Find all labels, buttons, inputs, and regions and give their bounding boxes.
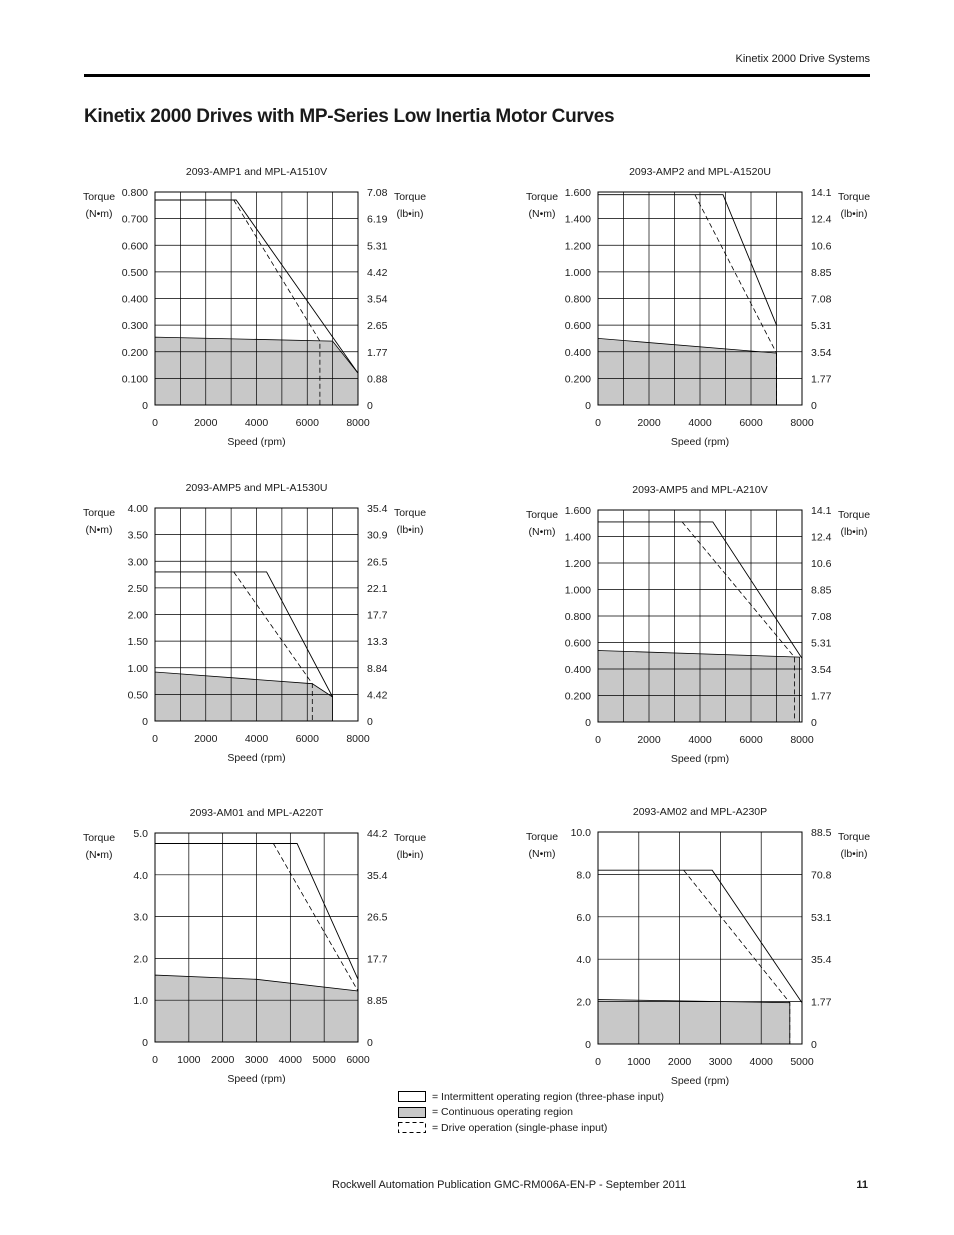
x-tick-label: 0 bbox=[152, 417, 158, 429]
x-axis-label: Speed (rpm) bbox=[670, 1075, 730, 1087]
y-tick-label-left: 1.400 bbox=[564, 213, 591, 226]
x-tick-label: 5000 bbox=[312, 1054, 336, 1066]
y-tick-label-right: 4.42 bbox=[367, 689, 388, 702]
y-tick-label-left: 0 bbox=[585, 400, 591, 412]
y-axis-label-left: (N•m) bbox=[85, 208, 113, 220]
chart-title: 2093-AM02 and MPL-A230P bbox=[632, 806, 768, 818]
y-tick-label-left: 6.0 bbox=[576, 911, 591, 924]
y-tick-label-left: 4.0 bbox=[576, 954, 591, 967]
y-axis-label-left: (N•m) bbox=[528, 208, 556, 220]
x-tick-label: 8000 bbox=[346, 733, 370, 745]
x-tick-label: 4000 bbox=[749, 1056, 773, 1068]
x-tick-label: 6000 bbox=[295, 733, 319, 745]
y-tick-label-right: 3.54 bbox=[811, 664, 832, 676]
y-axis-label-left: Torque bbox=[525, 831, 559, 843]
legend-swatch-continuous bbox=[398, 1107, 426, 1118]
y-axis-label-left: (N•m) bbox=[528, 848, 556, 860]
y-tick-label-left: 1.00 bbox=[127, 662, 148, 675]
y-tick-label-left: 1.600 bbox=[564, 187, 591, 199]
y-tick-label-right: 10.6 bbox=[811, 240, 832, 253]
y-tick-label-right: 0 bbox=[811, 400, 817, 412]
footer-page-number: 11 bbox=[856, 1179, 868, 1191]
y-tick-label-right: 12.4 bbox=[811, 213, 832, 226]
y-tick-label-left: 0.200 bbox=[564, 373, 591, 386]
y-tick-label-right: 35.4 bbox=[367, 503, 388, 515]
x-axis-label: Speed (rpm) bbox=[227, 752, 286, 764]
y-tick-label-left: 1.400 bbox=[564, 531, 591, 544]
y-axis-label-right: (lb•in) bbox=[396, 849, 424, 861]
y-tick-label-left: 1.200 bbox=[564, 240, 591, 253]
y-tick-label-left: 0.700 bbox=[121, 213, 148, 226]
y-axis-label-right: (lb•in) bbox=[396, 524, 424, 536]
y-axis-label-right: Torque bbox=[393, 191, 427, 203]
chart-title: 2093-AM01 and MPL-A220T bbox=[189, 807, 324, 819]
y-tick-label-left: 0.500 bbox=[121, 266, 148, 279]
x-tick-label: 0 bbox=[152, 1054, 158, 1066]
y-tick-label-right: 0.88 bbox=[367, 373, 388, 386]
y-axis-label-right: Torque bbox=[393, 507, 427, 519]
y-tick-label-right: 44.2 bbox=[367, 828, 388, 840]
y-tick-label-right: 88.5 bbox=[811, 827, 832, 839]
legend-label-continuous: = Continuous operating region bbox=[432, 1106, 573, 1119]
y-tick-label-right: 35.4 bbox=[367, 869, 388, 882]
x-axis-label: Speed (rpm) bbox=[227, 1073, 286, 1085]
y-tick-label-left: 5.0 bbox=[133, 828, 148, 840]
y-tick-label-right: 17.7 bbox=[367, 609, 388, 622]
legend-continuous bbox=[398, 1105, 664, 1121]
y-axis-label-left: Torque bbox=[82, 832, 116, 844]
y-tick-label-left: 2.00 bbox=[127, 609, 148, 622]
header-section-title: Kinetix 2000 Drive Systems bbox=[735, 53, 870, 65]
y-tick-label-left: 0.100 bbox=[121, 373, 148, 386]
y-tick-label-left: 0 bbox=[142, 1037, 148, 1049]
y-tick-label-right: 14.1 bbox=[811, 505, 832, 517]
y-tick-label-right: 1.77 bbox=[811, 373, 832, 386]
legend-intermittent bbox=[398, 1089, 664, 1105]
y-tick-label-left: 0.600 bbox=[564, 637, 591, 650]
x-tick-label: 8000 bbox=[346, 417, 370, 429]
y-tick-label-left: 0 bbox=[585, 1039, 591, 1051]
legend-label-single-phase: = Drive operation (single-phase input) bbox=[432, 1121, 608, 1134]
y-tick-label-left: 2.0 bbox=[133, 953, 148, 966]
x-axis-label: Speed (rpm) bbox=[227, 436, 286, 448]
x-tick-label: 0 bbox=[152, 733, 158, 745]
y-axis-label-left: Torque bbox=[82, 507, 116, 519]
y-tick-label-left: 0.400 bbox=[564, 664, 591, 676]
y-tick-label-left: 0.800 bbox=[121, 187, 148, 199]
y-tick-label-left: 1.000 bbox=[564, 266, 591, 279]
y-tick-label-left: 0.200 bbox=[564, 690, 591, 703]
y-tick-label-left: 0.400 bbox=[564, 346, 591, 359]
y-tick-label-left: 0.600 bbox=[564, 320, 591, 333]
y-axis-label-right: (lb•in) bbox=[396, 208, 424, 220]
y-axis-label-right: Torque bbox=[837, 191, 871, 203]
y-tick-label-left: 0 bbox=[142, 716, 148, 728]
x-tick-label: 2000 bbox=[637, 734, 661, 746]
legend-swatch-single-phase bbox=[398, 1122, 426, 1133]
y-tick-label-right: 8.85 bbox=[811, 266, 832, 279]
y-tick-label-right: 53.1 bbox=[811, 911, 832, 924]
y-tick-label-left: 8.0 bbox=[576, 869, 591, 882]
y-axis-label-right: Torque bbox=[837, 831, 871, 843]
y-tick-label-right: 5.31 bbox=[811, 637, 832, 650]
y-tick-label-left: 1.600 bbox=[564, 505, 591, 517]
x-tick-label: 2000 bbox=[637, 417, 661, 429]
y-axis-label-left: (N•m) bbox=[528, 526, 556, 538]
y-tick-label-right: 26.5 bbox=[367, 556, 388, 569]
y-tick-label-right: 8.85 bbox=[367, 995, 388, 1008]
chart-title: 2093-AMP1 and MPL-A1510V bbox=[185, 166, 328, 178]
legend-single-phase bbox=[398, 1120, 664, 1136]
y-tick-label-left: 0.200 bbox=[121, 346, 148, 359]
y-tick-label-right: 5.31 bbox=[811, 320, 832, 333]
x-tick-label: 4000 bbox=[244, 733, 269, 745]
y-tick-label-left: 0.50 bbox=[127, 689, 148, 702]
y-tick-label-left: 0.300 bbox=[121, 320, 148, 333]
x-tick-label: 2000 bbox=[194, 417, 218, 429]
y-tick-label-right: 3.54 bbox=[367, 293, 388, 306]
x-tick-label: 6000 bbox=[739, 734, 763, 746]
y-axis-label-left: Torque bbox=[525, 191, 559, 203]
y-tick-label-right: 30.9 bbox=[367, 529, 388, 542]
y-tick-label-left: 0.800 bbox=[564, 611, 591, 623]
y-tick-label-left: 4.0 bbox=[133, 869, 148, 882]
y-tick-label-right: 0 bbox=[367, 716, 373, 728]
y-tick-label-right: 4.42 bbox=[367, 266, 388, 279]
y-tick-label-right: 14.1 bbox=[811, 187, 832, 199]
chart-title: 2093-AMP5 and MPL-A210V bbox=[632, 484, 768, 496]
y-axis-label-right: Torque bbox=[837, 509, 871, 521]
y-tick-label-right: 2.65 bbox=[367, 320, 388, 333]
x-tick-label: 8000 bbox=[790, 417, 814, 429]
y-tick-label-left: 2.50 bbox=[127, 582, 148, 595]
x-tick-label: 4000 bbox=[278, 1054, 303, 1066]
x-tick-label: 0 bbox=[595, 1056, 601, 1068]
y-tick-label-left: 0.400 bbox=[121, 293, 148, 306]
chart-legend bbox=[398, 1089, 664, 1136]
y-tick-label-left: 1.200 bbox=[564, 558, 591, 570]
y-axis-label-left: Torque bbox=[82, 191, 116, 203]
y-tick-label-right: 8.84 bbox=[367, 662, 388, 675]
x-tick-label: 0 bbox=[595, 417, 601, 429]
x-tick-label: 2000 bbox=[667, 1056, 692, 1068]
footer-publication: Rockwell Automation Publication GMC-RM006A-EN-P - September 2011 bbox=[332, 1179, 687, 1191]
x-tick-label: 2000 bbox=[194, 733, 218, 745]
y-tick-label-right: 7.08 bbox=[811, 611, 832, 623]
x-tick-label: 6000 bbox=[739, 417, 763, 429]
y-axis-label-right: Torque bbox=[393, 832, 427, 844]
legend-label-intermittent: = Intermittent operating region (three-phase input) bbox=[432, 1090, 665, 1103]
x-tick-label: 6000 bbox=[295, 417, 319, 429]
x-tick-label: 2000 bbox=[210, 1054, 235, 1066]
x-tick-label: 8000 bbox=[790, 734, 814, 746]
y-tick-label-left: 1.000 bbox=[564, 584, 591, 597]
y-tick-label-left: 2.0 bbox=[576, 996, 591, 1009]
x-tick-label: 4000 bbox=[688, 417, 712, 429]
y-tick-label-right: 13.3 bbox=[367, 636, 388, 649]
x-tick-label: 1000 bbox=[177, 1054, 201, 1066]
y-tick-label-left: 3.50 bbox=[127, 529, 148, 542]
y-axis-label-right: (lb•in) bbox=[840, 526, 868, 538]
y-tick-label-right: 12.4 bbox=[811, 531, 832, 544]
y-tick-label-left: 0 bbox=[142, 400, 148, 412]
x-tick-label: 0 bbox=[595, 734, 601, 746]
y-tick-label-right: 70.8 bbox=[811, 869, 832, 882]
y-tick-label-right: 35.4 bbox=[811, 954, 832, 967]
y-tick-label-right: 22.1 bbox=[367, 582, 388, 595]
y-tick-label-right: 0 bbox=[367, 400, 373, 412]
y-tick-label-left: 0.800 bbox=[564, 293, 591, 306]
y-tick-label-right: 17.7 bbox=[367, 953, 388, 966]
y-axis-label-left: (N•m) bbox=[85, 849, 113, 861]
x-tick-label: 1000 bbox=[627, 1056, 651, 1068]
y-axis-label-right: (lb•in) bbox=[840, 848, 868, 860]
x-tick-label: 3000 bbox=[244, 1054, 269, 1066]
y-tick-label-right: 6.19 bbox=[367, 213, 388, 226]
y-axis-label-left: (N•m) bbox=[85, 524, 113, 536]
x-tick-label: 4000 bbox=[244, 417, 269, 429]
y-tick-label-right: 0 bbox=[367, 1037, 373, 1049]
y-axis-label-left: Torque bbox=[525, 509, 559, 521]
y-tick-label-left: 1.0 bbox=[133, 995, 148, 1008]
y-tick-label-right: 1.77 bbox=[367, 346, 388, 359]
y-tick-label-left: 0 bbox=[585, 717, 591, 729]
y-tick-label-right: 8.85 bbox=[811, 584, 832, 597]
y-tick-label-right: 7.08 bbox=[367, 187, 388, 199]
legend-swatch-intermittent bbox=[398, 1091, 426, 1102]
page-title: Kinetix 2000 Drives with MP-Series Low Inertia Motor Curves bbox=[84, 106, 615, 127]
y-tick-label-right: 26.5 bbox=[367, 911, 388, 924]
y-tick-label-right: 3.54 bbox=[811, 346, 832, 359]
x-tick-label: 4000 bbox=[688, 734, 712, 746]
x-tick-label: 5000 bbox=[790, 1056, 814, 1068]
chart-title: 2093-AMP5 and MPL-A1530U bbox=[185, 482, 328, 494]
y-tick-label-right: 0 bbox=[811, 1039, 817, 1051]
y-tick-label-left: 4.00 bbox=[127, 503, 148, 515]
y-tick-label-right: 0 bbox=[811, 717, 817, 729]
x-tick-label: 6000 bbox=[346, 1054, 370, 1066]
y-axis-label-right: (lb•in) bbox=[840, 208, 868, 220]
y-tick-label-right: 1.77 bbox=[811, 690, 832, 703]
y-tick-label-left: 10.0 bbox=[570, 827, 591, 839]
y-tick-label-left: 3.00 bbox=[127, 556, 148, 569]
y-tick-label-left: 0.600 bbox=[121, 240, 148, 253]
y-tick-label-left: 1.50 bbox=[127, 636, 148, 649]
y-tick-label-left: 3.0 bbox=[133, 911, 148, 924]
x-axis-label: Speed (rpm) bbox=[670, 436, 730, 448]
x-tick-label: 3000 bbox=[708, 1056, 733, 1068]
y-tick-label-right: 5.31 bbox=[367, 240, 388, 253]
y-tick-label-right: 7.08 bbox=[811, 293, 832, 306]
y-tick-label-right: 1.77 bbox=[811, 996, 832, 1009]
y-tick-label-right: 10.6 bbox=[811, 558, 832, 570]
x-axis-label: Speed (rpm) bbox=[670, 753, 730, 765]
chart-title: 2093-AMP2 and MPL-A1520U bbox=[629, 166, 771, 178]
